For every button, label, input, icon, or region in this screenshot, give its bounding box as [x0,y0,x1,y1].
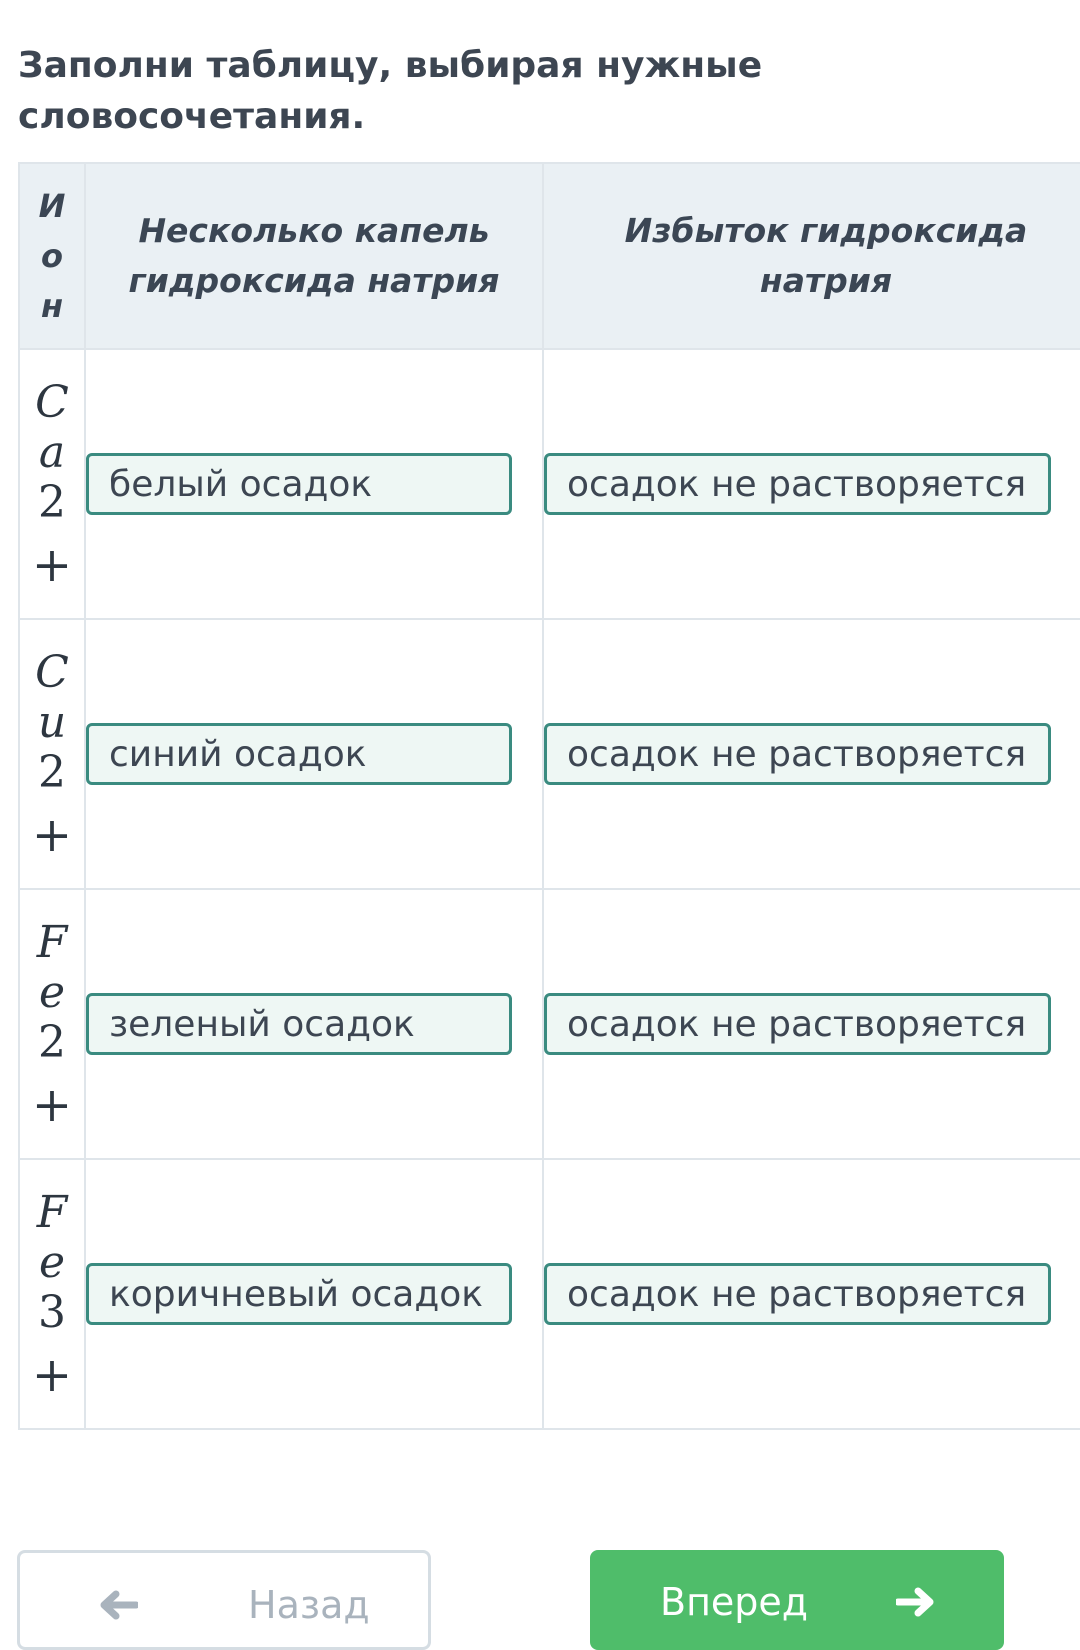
ion-charge: 3 [38,1287,66,1338]
table-row [19,889,1080,1159]
header-excess-label: Избыток гидроксида натрия [624,211,1028,300]
ion-sign: + [31,1077,73,1133]
header-ion-char: о [41,237,63,275]
ion-cell [19,349,85,619]
answer-few-drops[interactable]: коричневый осадок [86,1263,512,1325]
ion-charge: 2 [38,747,66,798]
excess-cell [543,619,1080,889]
ion-cell [19,1159,85,1429]
ion-cell [19,889,85,1159]
few-drops-cell [85,619,543,889]
next-button[interactable] [590,1550,1004,1650]
table-header-row [19,163,1080,349]
table-row [19,349,1080,619]
answer-few-drops[interactable]: зеленый осадок [86,993,512,1055]
few-drops-cell [85,349,543,619]
answer-table [18,162,1080,1430]
answer-excess[interactable]: осадок не растворяется [544,993,1051,1055]
answer-few-drops[interactable]: белый осадок [86,453,512,515]
ion-letter: a [38,427,66,478]
answer-few-drops[interactable]: синий осадок [86,723,512,785]
header-few-drops [85,163,543,349]
few-drops-cell [85,889,543,1159]
header-excess [543,163,1080,349]
answer-excess[interactable]: осадок не растворяется [544,1263,1051,1325]
ion-charge: 2 [38,1017,66,1068]
arrow-left-icon [98,1589,138,1621]
ion-letter: e [38,967,66,1018]
ion-letter: F [36,1187,68,1238]
task-title: Заполни таблицу, выбирая нужные словосочетания. [18,45,763,137]
table-row [19,619,1080,889]
header-ion-char: н [40,287,64,325]
ion-letter: C [35,647,69,698]
header-ion [19,163,85,349]
ion-sign: + [31,1347,73,1403]
answer-excess[interactable]: осадок не растворяется [544,453,1051,515]
next-button-label: Вперед [660,1580,809,1624]
header-few-drops-label: Несколько капель гидроксида натрия [128,211,500,300]
ion-letter: e [38,1237,66,1288]
ion-sign: + [31,537,73,593]
table-row [19,1159,1080,1429]
back-button-label: Назад [248,1583,370,1627]
few-drops-cell [85,1159,543,1429]
ion-letter: C [35,377,69,428]
ion-sign: + [31,807,73,863]
back-button[interactable] [17,1550,431,1650]
excess-cell [543,889,1080,1159]
excess-cell [543,1159,1080,1429]
ion-letter: F [36,917,68,968]
header-ion-char: И [38,187,66,225]
ion-letter: u [37,697,67,748]
arrow-right-icon [896,1586,936,1618]
excess-cell [543,349,1080,619]
answer-excess[interactable]: осадок не растворяется [544,723,1051,785]
ion-charge: 2 [38,477,66,528]
ion-cell [19,619,85,889]
